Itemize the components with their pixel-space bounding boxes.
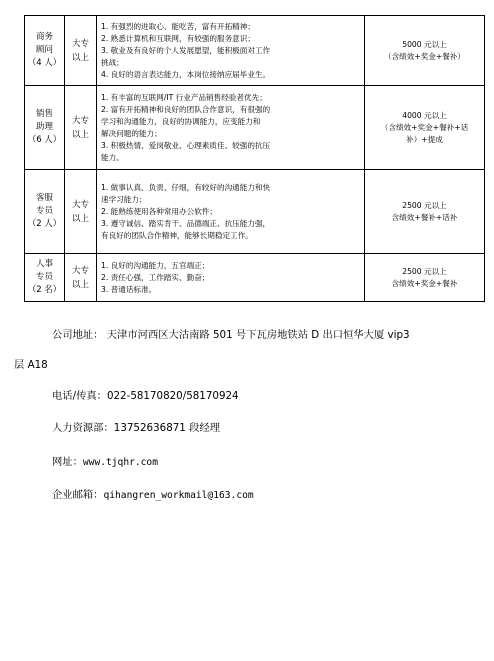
job-education-line: 大专 bbox=[71, 115, 89, 126]
job-row bbox=[25, 16, 485, 86]
job-requirements-line: 学习和沟通能力，良好的协调能力，应变能力和 bbox=[101, 116, 261, 126]
job-requirements-line: 2. 富有开拓精神和良好的团队合作意识，有很强的 bbox=[101, 104, 271, 114]
job-requirements-line: 解决问题的能力； bbox=[101, 128, 162, 138]
job-salary bbox=[365, 254, 485, 302]
job-requirements-line: 能力。 bbox=[101, 152, 124, 162]
job-salary-line: 2500 元以上 bbox=[402, 266, 447, 276]
job-position-line: 销售 bbox=[35, 109, 53, 119]
job-salary bbox=[365, 86, 485, 170]
job-salary-line: 4000 元以上 bbox=[402, 110, 447, 120]
website-link[interactable]: www.tjqhr.com bbox=[82, 457, 158, 468]
job-education-line: 以上 bbox=[71, 279, 89, 290]
job-position-line: 人事 bbox=[35, 259, 53, 269]
job-requirements bbox=[97, 254, 365, 302]
job-position-line: 客服 bbox=[35, 193, 53, 203]
company-email bbox=[52, 486, 254, 501]
job-education-line: 大专 bbox=[71, 38, 89, 49]
job-salary-line: （含绩效+奖金+餐补+话 bbox=[380, 122, 469, 132]
job-position-line: （2 人） bbox=[27, 219, 62, 229]
job-position-line: 专员 bbox=[35, 272, 53, 282]
job-row bbox=[25, 86, 485, 170]
job-requirements-line: 3. 积极热情、爱岗敬业、心理素质佳、较强的抗压 bbox=[101, 140, 271, 150]
job-position bbox=[25, 16, 65, 86]
job-salary-line: 2500 元以上 bbox=[402, 200, 447, 210]
job-row bbox=[25, 254, 485, 302]
job-education bbox=[65, 86, 97, 170]
job-requirements-line: 2. 熟悉计算机和互联网，有较强的服务意识； bbox=[101, 33, 255, 43]
job-requirements bbox=[97, 170, 365, 254]
job-education-line: 以上 bbox=[71, 52, 89, 63]
job-requirements-line: 1. 良好的沟通能力，五官端正； bbox=[101, 260, 210, 270]
job-requirements-line: 3. 敬业及有良好的个人发展愿望，能积极面对工作 bbox=[101, 45, 271, 55]
job-requirements-line: 3. 遵守诚信、踏实肯干、品德端正、抗压能力强， bbox=[101, 218, 271, 228]
job-requirements-line: 1. 有强烈的进取心、能吃苦，富有开拓精神； bbox=[101, 21, 255, 31]
job-row bbox=[25, 170, 485, 254]
job-position-line: 专员 bbox=[35, 206, 53, 216]
job-position-line: （2 名） bbox=[27, 285, 62, 295]
job-education-line: 大专 bbox=[71, 265, 89, 276]
job-requirements-line: 2. 能熟练使用各种常用办公软件； bbox=[101, 206, 217, 216]
job-position-line: （6 人） bbox=[27, 135, 62, 145]
job-requirements bbox=[97, 16, 365, 86]
job-position bbox=[25, 86, 65, 170]
job-education-line: 大专 bbox=[71, 199, 89, 210]
job-requirements-line: 有良好的团队合作精神，能够长期稳定工作。 bbox=[101, 230, 253, 240]
job-education bbox=[65, 254, 97, 302]
job-salary-line: 含绩效+餐补+话补 bbox=[391, 212, 458, 222]
website bbox=[52, 453, 158, 468]
job-education bbox=[65, 16, 97, 86]
job-requirements bbox=[97, 86, 365, 170]
job-salary-line: 5000 元以上 bbox=[402, 39, 447, 49]
job-requirements-line: 1. 有丰富的互联网/IT 行业产品销售经验者优先； bbox=[101, 92, 267, 102]
job-salary bbox=[365, 16, 485, 86]
job-education-line: 以上 bbox=[71, 213, 89, 224]
email-link[interactable]: qihangren_workmail@163.com bbox=[103, 490, 254, 501]
job-education bbox=[65, 170, 97, 254]
job-position-line: 商务 bbox=[35, 32, 53, 42]
job-requirements-line: 4. 良好的语言表达能力，本岗位接纳应届毕业生。 bbox=[101, 69, 271, 79]
job-requirements-line: 挑战； bbox=[101, 57, 124, 67]
job-requirements-line: 1. 做事认真、负责、仔细，有较好的沟通能力和快 bbox=[101, 182, 271, 192]
job-table bbox=[24, 15, 485, 302]
job-position bbox=[25, 254, 65, 302]
website-label: 网址： bbox=[52, 456, 83, 468]
job-position bbox=[25, 170, 65, 254]
job-salary-line: 补）+提成 bbox=[406, 134, 443, 144]
hr-contact: 人力资源部：13752636871 段经理 bbox=[52, 422, 221, 434]
job-requirements-line: 速学习能力； bbox=[101, 194, 147, 204]
job-position-line: 顾问 bbox=[35, 45, 53, 55]
company-address: 公司地址： 天津市河西区大沽南路 501 号下瓦房地铁站 D 出口恒华大厦 vip3 bbox=[52, 329, 410, 341]
job-requirements-line: 2. 责任心强，工作踏实、勤奋； bbox=[101, 272, 210, 282]
job-position-line: 助理 bbox=[35, 122, 53, 132]
job-education-line: 以上 bbox=[71, 129, 89, 140]
job-salary-line: （含绩效+奖金+餐补） bbox=[383, 51, 466, 61]
phone-fax: 电话/传真：022-58170820/58170924 bbox=[52, 390, 239, 402]
job-salary bbox=[365, 170, 485, 254]
job-position-line: （4 人） bbox=[27, 58, 62, 68]
company-address-cont: 层 A18 bbox=[14, 359, 48, 371]
email-label: 企业邮箱： bbox=[52, 489, 104, 501]
job-salary-line: 含绩效+奖金+餐补 bbox=[391, 278, 458, 288]
job-requirements-line: 3. 普通话标准。 bbox=[101, 284, 157, 294]
